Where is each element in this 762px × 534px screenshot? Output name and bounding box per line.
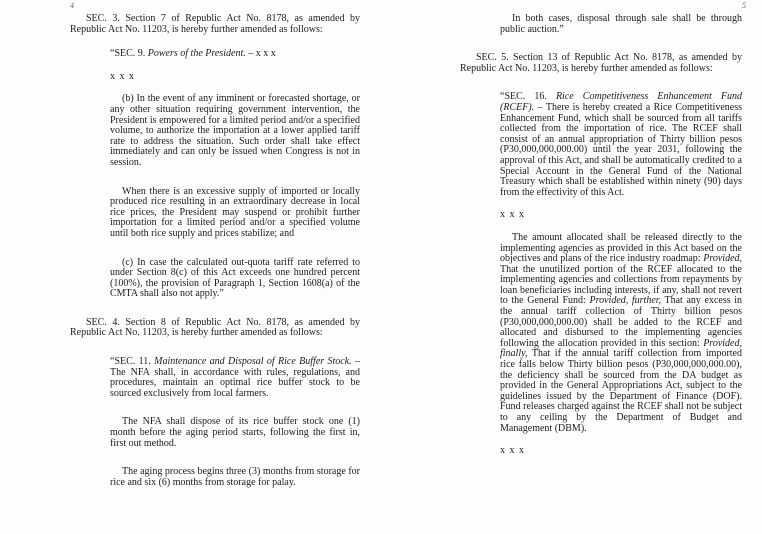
amount-part-1: The amount allocated shall be released directly to the implementing agencies as provided in this Act based on the objectives and plans of the rice industry roadmap: <box>500 231 742 265</box>
omission-marker: x x x <box>110 70 135 82</box>
sec11-prefix: “SEC. 11. <box>110 356 151 368</box>
para-aging-process: The aging process begins three (3) months from storage for rice and six (6) months from storage for palay. <box>110 466 360 488</box>
sec11-title: Maintenance and Disposal of Rice Buffer Stock. <box>154 356 352 368</box>
para-b: (b) In the event of any imminent or forecasted shortage, or any other situation requiring government intervention, the President is empowered for a limited period and/or a specified volume, to authorize the importation at a lower applied tariff rate to address the situation. Such order shall take effect immediately and can only be issued when Congress is not in session. <box>110 93 360 168</box>
right-page-column <box>460 14 742 469</box>
sec16-body: – There is hereby created a Rice Competitiveness Enhancement Fund, which shall be sourced from all tariffs collected from the importation of rice. The RCEF shall consist of an annual appropriation of Thirty billion pesos (P30,000,000,000.00) until the year 2031, following the approval of this Act, and shall be automatically credited to a Special Account in the General Fund of the National Treasury which shall be established within ninety (90) days from the effectivity of this Act. <box>500 101 742 198</box>
para-both-cases: In both cases, disposal through sale shall be through public auction.” <box>500 13 742 35</box>
sec9-heading-prefix: “SEC. 9. <box>110 48 146 60</box>
page-number-right: 5 <box>742 1 746 10</box>
sec16-title: Rice Competitiveness Enhancement Fund (RCEF). <box>500 91 743 113</box>
provided-3: Provided, finally, <box>500 337 742 360</box>
sec3-intro: SEC. 3. Section 7 of Republic Act No. 8178, as amended by Republic Act No. 11203, is hereby further amended as follows: <box>70 13 360 35</box>
sec9-heading <box>70 49 360 60</box>
left-page-column <box>70 14 360 488</box>
omission-marker: x x x <box>500 209 525 221</box>
provided-1: Provided, <box>703 253 743 265</box>
sec9-heading-title: Powers of the President. <box>147 48 246 60</box>
amount-part-3: That any excess in the annual tariff collection of Thirty billion pesos (P30,000,000,000.00) shall be added to the RCEF and allocated and disbursed to the implementing agencies following the allocation provided in this section: <box>500 295 743 349</box>
para-excessive-supply: When there is an excessive supply of imported or locally produced rice resulting in an extraordinary decrease in local rice prices, the President may suspend or prohibit further importation for a limited period and/or a specified volume until both rice supply and prices stabilize; and <box>110 185 360 239</box>
omission-marker: x x x <box>500 445 525 457</box>
amount-part-4: That if the annual tariff collection from imported rice falls below Thirty billion pesos (P30,000,000,000.00), the deficiency shall be sourced from the DA budget as provided in the General Appropriations Act, subject to the guidelines issued by the Department of Finance (DOF). Fund releases charged against the RCEF shall not be subject to any ceiling by the Department of Budget and Management (DBM). <box>500 348 742 434</box>
sec16-prefix: “SEC. 16. <box>500 91 547 103</box>
sec9-heading-suffix: – x x x <box>248 48 276 60</box>
sec11-body: – The NFA shall, in accordance with rules, regulations, and procedures, maintain an optimal rice buffer stock to be sourced exclusively from local farmers. <box>110 356 361 399</box>
sec16-paragraph <box>460 92 742 198</box>
amount-part-2: That the unutilized portion of the RCEF allocated to the implementing agencies and collections from repayments by loan beneficiaries including interests, if any, shall not revert to the General Fund: <box>500 263 742 307</box>
sec4-intro: SEC. 4. Section 8 of Republic Act No. 8178, as amended by Republic Act No. 11203, is hereby further amended as follows: <box>70 316 360 339</box>
para-c: (c) In case the calculated out-quota tariff rate referred to under Section 8(c) of this Act exceeds one hundred percent (100%), the provision of Paragraph 1, Section 1608(a) of the CMTA shall also not apply.” <box>110 256 360 300</box>
provided-2: Provided, further, <box>589 295 662 307</box>
para-nfa-dispose: The NFA shall dispose of its rice buffer stock one (1) month before the aging period starts, following the first in, first out method. <box>110 416 360 449</box>
sec5-intro: SEC. 5. Section 13 of Republic Act No. 8178, as amended by Republic Act No. 11203, is hereby further amended as follows: <box>460 52 742 74</box>
sec11-paragraph <box>70 357 360 399</box>
page-number-left: 4 <box>70 1 74 10</box>
para-amount-allocated <box>460 233 742 434</box>
